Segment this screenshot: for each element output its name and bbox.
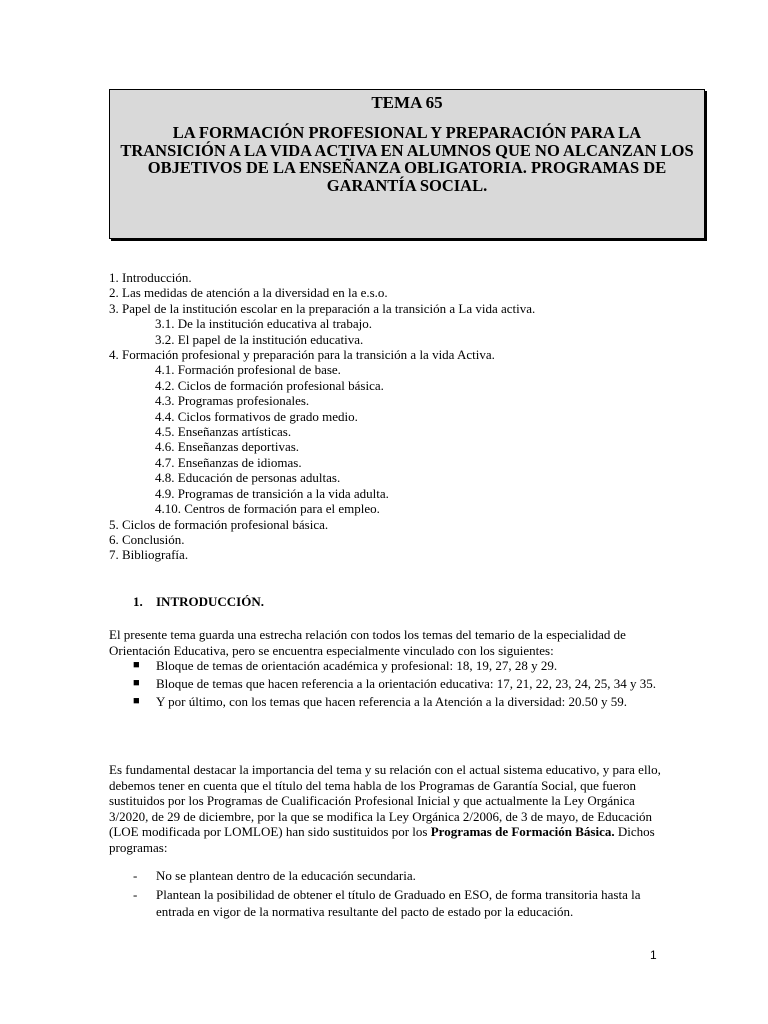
context-paragraph-text: Es fundamental destacar la importancia del tema y su relación con el actual sistema educativo, y para ello, debemos tener en cuenta que el título del tema habla de los Programas de Garantía Social, que fueron sustituidos por los Programas de Cualificación Profesional Inicial y que actualmente la Ley Orgánica 3/2020, de 29 de diciembre, por la que se modifica la Ley Orgánica 2/2006, de 3 de mayo, de Educación (LOE modificada por LOMLOE) han sido sustituidos por los [109, 762, 661, 839]
list-item [133, 886, 663, 920]
square-bullet-icon: ■ [133, 677, 140, 689]
table-of-contents [109, 270, 535, 563]
page-number: 1 [650, 948, 657, 962]
section-title: INTRODUCCIÓN. [156, 594, 264, 609]
section-number: 1. [133, 594, 143, 609]
toc-item: 4.1. Formación profesional de base. [155, 362, 341, 378]
context-paragraph-bold: Programas de Formación Básica. [430, 824, 615, 839]
toc-item: 4.6. Enseñanzas deportivas. [155, 439, 300, 455]
toc-item: 3.2. El papel de la institución educativa. [155, 331, 364, 347]
toc-item: 2. Las medidas de atención a la diversidad en la e.s.o. [109, 285, 388, 301]
list-item-text: No se plantean dentro de la educación secundaria. [156, 868, 416, 883]
toc-item: 1. Introducción. [109, 270, 192, 285]
list-item-text: Plantean la posibilidad de obtener el título de Graduado en ESO, de forma transitoria hasta la entrada en vigor de la normativa resultante del pacto de estado por la educación. [156, 887, 641, 919]
title-box [109, 89, 705, 239]
toc-item: 4.5. Enseñanzas artísticas. [155, 424, 292, 440]
context-paragraph [109, 762, 669, 855]
dash-bullet-icon: - [133, 887, 138, 902]
toc-item: 4.2. Ciclos de formación profesional básica. [155, 377, 384, 393]
list-item-text: Bloque de temas de orientación académica y profesional: 18, 19, 27, 28 y 29. [156, 658, 558, 673]
list-item [133, 657, 663, 674]
intro-paragraph: El presente tema guarda una estrecha relación con todos los temas del temario de la especialidad de Orientación Educativa, pero se encuentra especialmente vinculado con los siguientes: [109, 627, 626, 658]
toc-item: 3.1. De la institución educativa al trabajo. [155, 316, 372, 332]
toc-item: 4. Formación profesional y preparación para la transición a la vida Activa. [109, 347, 495, 363]
list-item [133, 675, 663, 692]
context-paragraph-end: Dichos programas: [109, 824, 655, 855]
dash-bullet-icon: - [133, 868, 138, 883]
toc-item: 7. Bibliografía. [109, 547, 189, 563]
list-item [133, 867, 663, 884]
toc-item: 5. Ciclos de formación profesional básica. [109, 516, 329, 532]
toc-item: 4.9. Programas de transición a la vida adulta. [155, 485, 389, 501]
toc-item: 4.7. Enseñanzas de idiomas. [155, 454, 302, 470]
list-item-text: Bloque de temas que hacen referencia a la orientación educativa: 17, 21, 22, 23, 24, 25, 34 y 35. [156, 676, 656, 691]
square-bullet-icon: ■ [133, 695, 140, 707]
section-heading [133, 594, 264, 610]
toc-item: 4.4. Ciclos formativos de grado medio. [155, 408, 358, 424]
topic-number: TEMA 65 [371, 93, 443, 112]
list-item-text: Y por último, con los temas que hacen referencia a la Atención a la diversidad: 20.50 y 59. [156, 694, 627, 709]
toc-item: 6. Conclusión. [109, 531, 185, 547]
square-bullet-icon: ■ [133, 659, 140, 671]
toc-item: 4.8. Educación de personas adultas. [155, 470, 341, 486]
topic-title: LA FORMACIÓN PROFESIONAL Y PREPARACIÓN PARA LA TRANSICIÓN A LA VIDA ACTIVA EN ALUMNOS QUE NO ALCANZAN LOS OBJETIVOS DE LA ENSEÑANZA OBLIGATORIA. PROGRAMAS DE GARANTÍA SOCIAL. [120, 123, 694, 195]
toc-item: 4.3. Programas profesionales. [155, 393, 310, 409]
toc-item: 3. Papel de la institución escolar en la preparación a la transición a La vida activa. [109, 300, 536, 316]
programs-list [133, 867, 663, 922]
toc-item: 4.10. Centros de formación para el empleo. [155, 501, 380, 517]
related-topics-list [133, 657, 663, 711]
list-item [133, 693, 663, 710]
